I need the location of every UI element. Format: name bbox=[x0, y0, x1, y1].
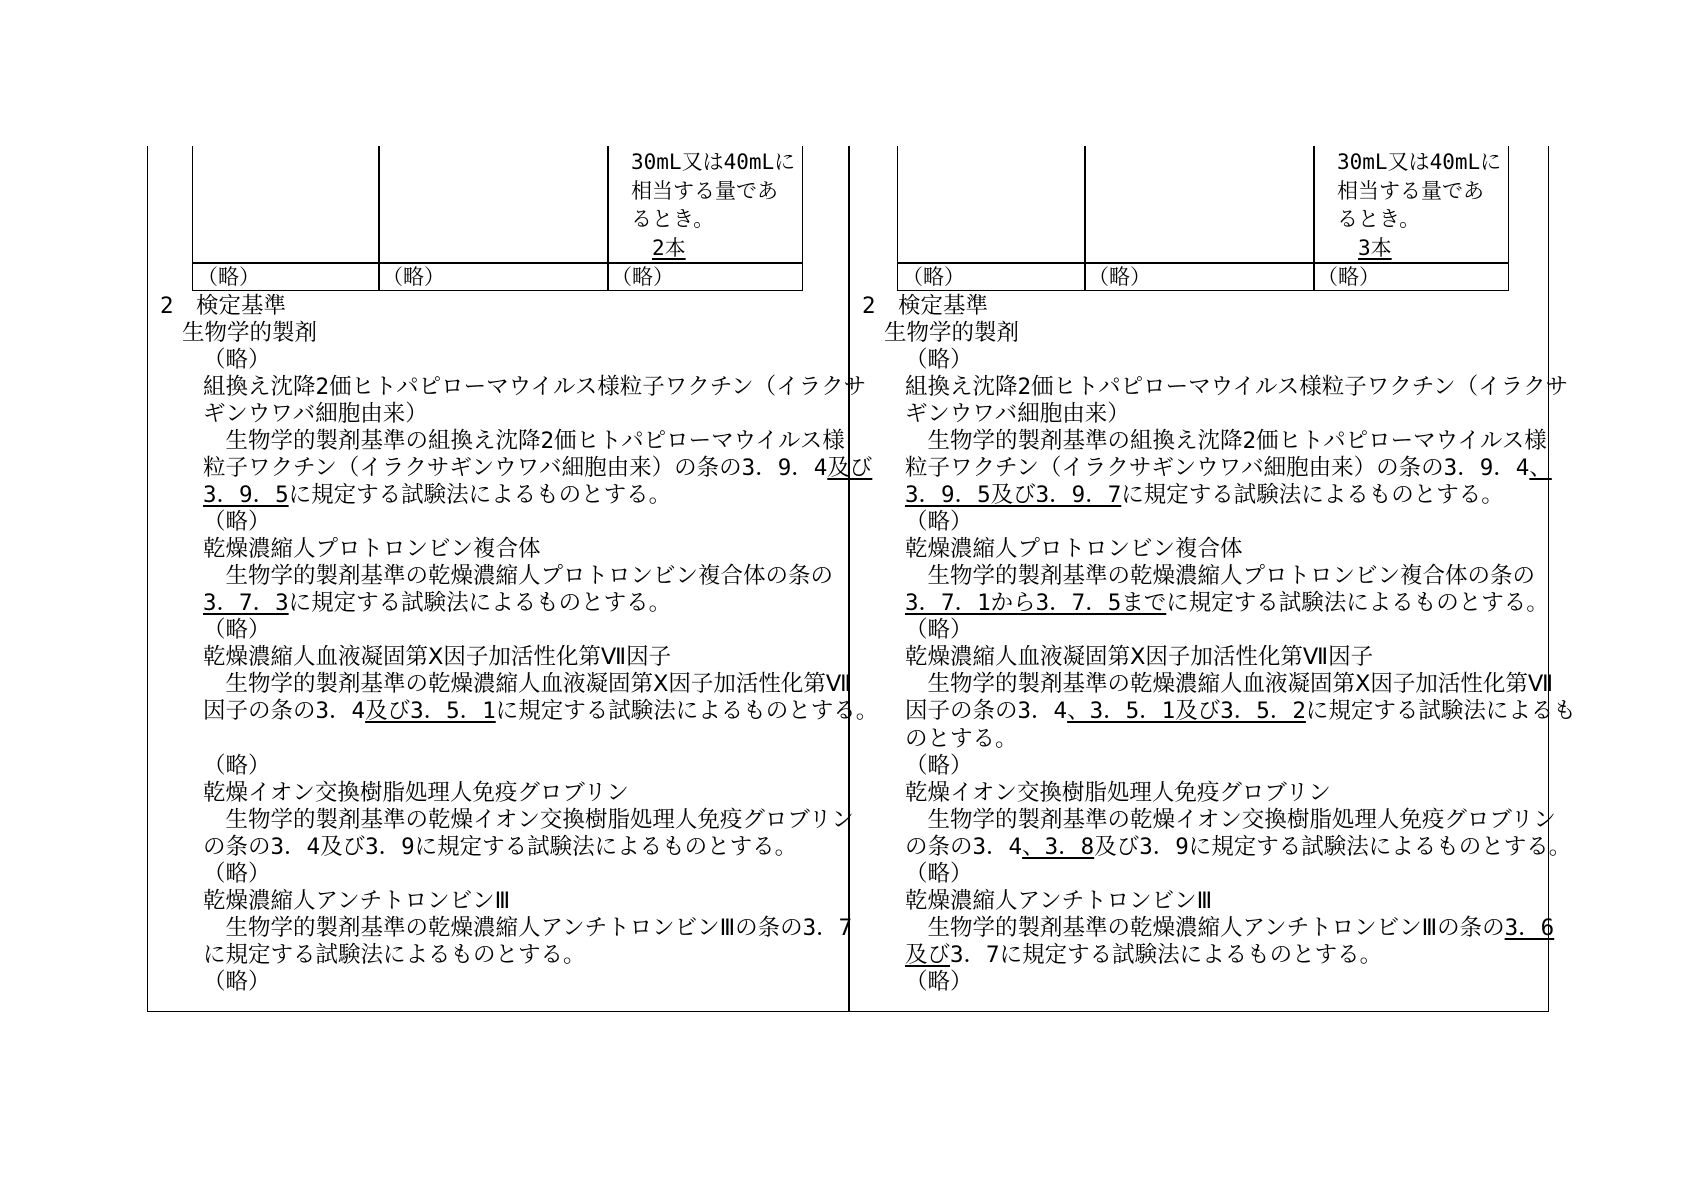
count-value: 3本 bbox=[1358, 235, 1392, 260]
cell-line: 相当する量であ bbox=[1337, 178, 1484, 203]
table-cell-omitted: （略） bbox=[382, 265, 445, 289]
text-segment: 粒子ワクチン（イラクサギンウワバ細胞由来）の条の3．9．4 bbox=[905, 455, 1530, 482]
amended-text: 、3．5．1及び3．5．2 bbox=[1067, 698, 1306, 725]
text-segment: 因子の条の3．4 bbox=[203, 698, 366, 725]
text-line bbox=[849, 671, 1576, 698]
cell-line: 相当する量であ bbox=[631, 178, 778, 203]
text-line bbox=[147, 536, 878, 563]
text-line bbox=[147, 888, 878, 915]
text-line bbox=[849, 293, 1576, 320]
cell-line: るとき。 bbox=[1337, 207, 1421, 232]
amended-text: 3．7．3 bbox=[203, 590, 289, 617]
text-line bbox=[849, 401, 1576, 428]
table-column-divider bbox=[607, 146, 609, 290]
text-segment: 乾燥イオン交換樹脂処理人免疫グロブリン bbox=[905, 779, 1331, 806]
text-segment: に規定する試験法によるものとする。 bbox=[288, 590, 672, 617]
table-cell-text bbox=[631, 148, 795, 262]
count-value: 2本 bbox=[652, 235, 686, 260]
text-segment: 2 検定基準 bbox=[160, 293, 287, 319]
text-segment: ギンウワバ細胞由来） bbox=[905, 401, 1130, 428]
text-segment: （略） bbox=[203, 347, 271, 374]
text-segment: （略） bbox=[203, 860, 271, 887]
text-segment: に規定する試験法によるものとする。 bbox=[1166, 590, 1549, 617]
text-line bbox=[147, 563, 878, 590]
text-line bbox=[147, 780, 878, 807]
text-segment: 乾燥濃縮人プロトロンビン複合体 bbox=[203, 536, 541, 563]
text-segment: （略） bbox=[203, 752, 271, 779]
text-segment: に規定する試験法によるものとする。 bbox=[1121, 482, 1504, 509]
amended-text: 3．7．1から3．7．5まで bbox=[905, 590, 1167, 617]
cell-line: るとき。 bbox=[631, 207, 715, 232]
text-line bbox=[147, 726, 878, 753]
text-line bbox=[849, 428, 1576, 455]
text-segment: （略） bbox=[203, 617, 271, 644]
table-cell-omitted: （略） bbox=[1088, 265, 1151, 289]
amended-text: 3．6 bbox=[1504, 914, 1555, 941]
text-segment: の条の3．4及び3．9に規定する試験法によるものとする。 bbox=[203, 833, 798, 860]
text-segment: 生物学的製剤基準の組換え沈降2価ヒトパピローマウイルス様 bbox=[905, 428, 1547, 455]
text-segment: （略） bbox=[203, 509, 271, 536]
table-cell-omitted: （略） bbox=[611, 265, 674, 289]
text-segment: 生物学的製剤基準の乾燥濃縮人プロトロンビン複合体の条の bbox=[203, 563, 834, 590]
text-segment: （略） bbox=[203, 968, 271, 995]
text-line bbox=[849, 698, 1576, 725]
text-segment: に規定する試験法によるものとする。 bbox=[203, 941, 586, 968]
text-segment: 生物学的製剤基準の乾燥濃縮人アンチトロンビンⅢの条の bbox=[905, 914, 1505, 941]
text-segment: に規定する試験法によるものとする。 bbox=[288, 482, 672, 509]
amended-text: 及び3．5．1 bbox=[365, 698, 496, 725]
text-segment: 乾燥濃縮人アンチトロンビンⅢ bbox=[905, 887, 1213, 914]
text-line bbox=[849, 590, 1576, 617]
text-segment: 生物学的製剤基準の乾燥濃縮人プロトロンビン複合体の条の bbox=[905, 563, 1536, 590]
text-line bbox=[147, 807, 878, 834]
table-column-divider bbox=[378, 146, 380, 290]
text-segment: 乾燥濃縮人プロトロンビン複合体 bbox=[905, 536, 1243, 563]
text-segment: 乾燥濃縮人アンチトロンビンⅢ bbox=[203, 887, 511, 914]
text-segment: 生物学的製剤基準の乾燥イオン交換樹脂処理人免疫グロブリン bbox=[203, 806, 854, 833]
text-line bbox=[849, 888, 1576, 915]
table-cell-omitted: （略） bbox=[902, 265, 965, 289]
text-line bbox=[147, 428, 878, 455]
table-cell-omitted: （略） bbox=[197, 265, 260, 289]
text-line bbox=[147, 617, 878, 644]
text-segment: 生物学的製剤基準の乾燥濃縮人血液凝固第Ⅹ因子加活性化第Ⅶ bbox=[905, 671, 1554, 698]
text-line bbox=[147, 861, 878, 888]
text-segment: 生物学的製剤基準の乾燥濃縮人アンチトロンビンⅢの条の3．7 bbox=[203, 914, 853, 941]
text-segment: 生物学的製剤基準の乾燥イオン交換樹脂処理人免疫グロブリン bbox=[905, 806, 1556, 833]
text-line bbox=[849, 347, 1576, 374]
text-line bbox=[849, 861, 1576, 888]
text-line bbox=[849, 482, 1576, 509]
text-segment: 3．7に規定する試験法によるものとする。 bbox=[950, 941, 1383, 968]
text-segment: 粒子ワクチン（イラクサギンウワバ細胞由来）の条の3．9．4 bbox=[203, 455, 828, 482]
text-line bbox=[849, 726, 1576, 753]
text-line bbox=[147, 969, 878, 996]
text-line bbox=[849, 969, 1576, 996]
text-line bbox=[849, 780, 1576, 807]
amended-text: 、3．8 bbox=[1022, 833, 1095, 860]
amended-text: 及び bbox=[905, 941, 951, 968]
text-segment: （略） bbox=[905, 752, 973, 779]
text-segment: （略） bbox=[905, 509, 973, 536]
text-line bbox=[849, 320, 1576, 347]
text-segment: 生物学的製剤基準の組換え沈降2価ヒトパピローマウイルス様 bbox=[203, 428, 845, 455]
table-column-divider bbox=[1313, 146, 1315, 290]
text-line bbox=[147, 834, 878, 861]
text-line bbox=[147, 509, 878, 536]
table-column-divider bbox=[1084, 146, 1086, 290]
old-text-column bbox=[147, 293, 878, 996]
text-segment: 組換え沈降2価ヒトパピローマウイルス様粒子ワクチン（イラクサ bbox=[203, 374, 867, 401]
text-line bbox=[849, 536, 1576, 563]
text-line bbox=[147, 320, 878, 347]
text-line bbox=[147, 753, 878, 780]
text-segment: に規定する試験法によるものとする。 bbox=[495, 698, 879, 725]
text-segment: （略） bbox=[905, 347, 973, 374]
text-line bbox=[849, 374, 1576, 401]
text-line bbox=[147, 698, 878, 725]
text-segment: のとする。 bbox=[905, 725, 1018, 752]
left-inner-table bbox=[192, 146, 803, 291]
text-line bbox=[849, 455, 1576, 482]
text-segment: 乾燥濃縮人血液凝固第Ⅹ因子加活性化第Ⅶ因子 bbox=[905, 644, 1374, 671]
text-line bbox=[849, 807, 1576, 834]
text-line bbox=[147, 401, 878, 428]
text-segment: の条の3．4 bbox=[905, 833, 1023, 860]
text-line bbox=[849, 915, 1576, 942]
amended-text: 及び bbox=[827, 455, 873, 482]
text-line bbox=[849, 509, 1576, 536]
text-segment: 乾燥濃縮人血液凝固第Ⅹ因子加活性化第Ⅶ因子 bbox=[203, 644, 672, 671]
text-line bbox=[147, 482, 878, 509]
right-inner-table bbox=[897, 146, 1509, 291]
text-segment: 生物学的製剤 bbox=[182, 320, 318, 347]
text-line bbox=[147, 590, 878, 617]
amended-text: 3．9．5及び3．9．7 bbox=[905, 482, 1122, 509]
text-line bbox=[147, 293, 878, 320]
text-line bbox=[849, 617, 1576, 644]
text-line bbox=[849, 834, 1576, 861]
text-line bbox=[849, 753, 1576, 780]
amended-text: 、 bbox=[1529, 455, 1552, 482]
text-segment: 乾燥イオン交換樹脂処理人免疫グロブリン bbox=[203, 779, 629, 806]
amended-text: 3．9．5 bbox=[203, 482, 289, 509]
text-line bbox=[147, 942, 878, 969]
text-segment: 生物学的製剤基準の乾燥濃縮人血液凝固第Ⅹ因子加活性化第Ⅶ bbox=[203, 671, 852, 698]
text-segment: 2 検定基準 bbox=[862, 293, 989, 319]
table-cell-omitted: （略） bbox=[1317, 265, 1380, 289]
text-segment: （略） bbox=[905, 617, 973, 644]
text-segment: 及び3．9に規定する試験法によるものとする。 bbox=[1094, 833, 1572, 860]
text-segment: 因子の条の3．4 bbox=[905, 698, 1068, 725]
text-line bbox=[147, 915, 878, 942]
cell-line: 30mL又は40mLに bbox=[1337, 150, 1502, 174]
text-segment: （略） bbox=[905, 860, 973, 887]
new-text-column bbox=[849, 293, 1576, 996]
text-line bbox=[849, 563, 1576, 590]
text-segment: ギンウワバ細胞由来） bbox=[203, 401, 428, 428]
text-line bbox=[849, 942, 1576, 969]
text-segment: に規定する試験法によるも bbox=[1305, 698, 1576, 725]
text-line bbox=[849, 644, 1576, 671]
text-segment: （略） bbox=[905, 968, 973, 995]
text-line bbox=[147, 455, 878, 482]
text-segment: 組換え沈降2価ヒトパピローマウイルス様粒子ワクチン（イラクサ bbox=[905, 374, 1569, 401]
text-line bbox=[147, 347, 878, 374]
text-line bbox=[147, 644, 878, 671]
cell-line: 30mL又は40mLに bbox=[631, 150, 796, 174]
table-cell-text bbox=[1337, 148, 1501, 262]
text-segment: 生物学的製剤 bbox=[884, 320, 1020, 347]
text-line bbox=[147, 374, 878, 401]
text-line bbox=[147, 671, 878, 698]
